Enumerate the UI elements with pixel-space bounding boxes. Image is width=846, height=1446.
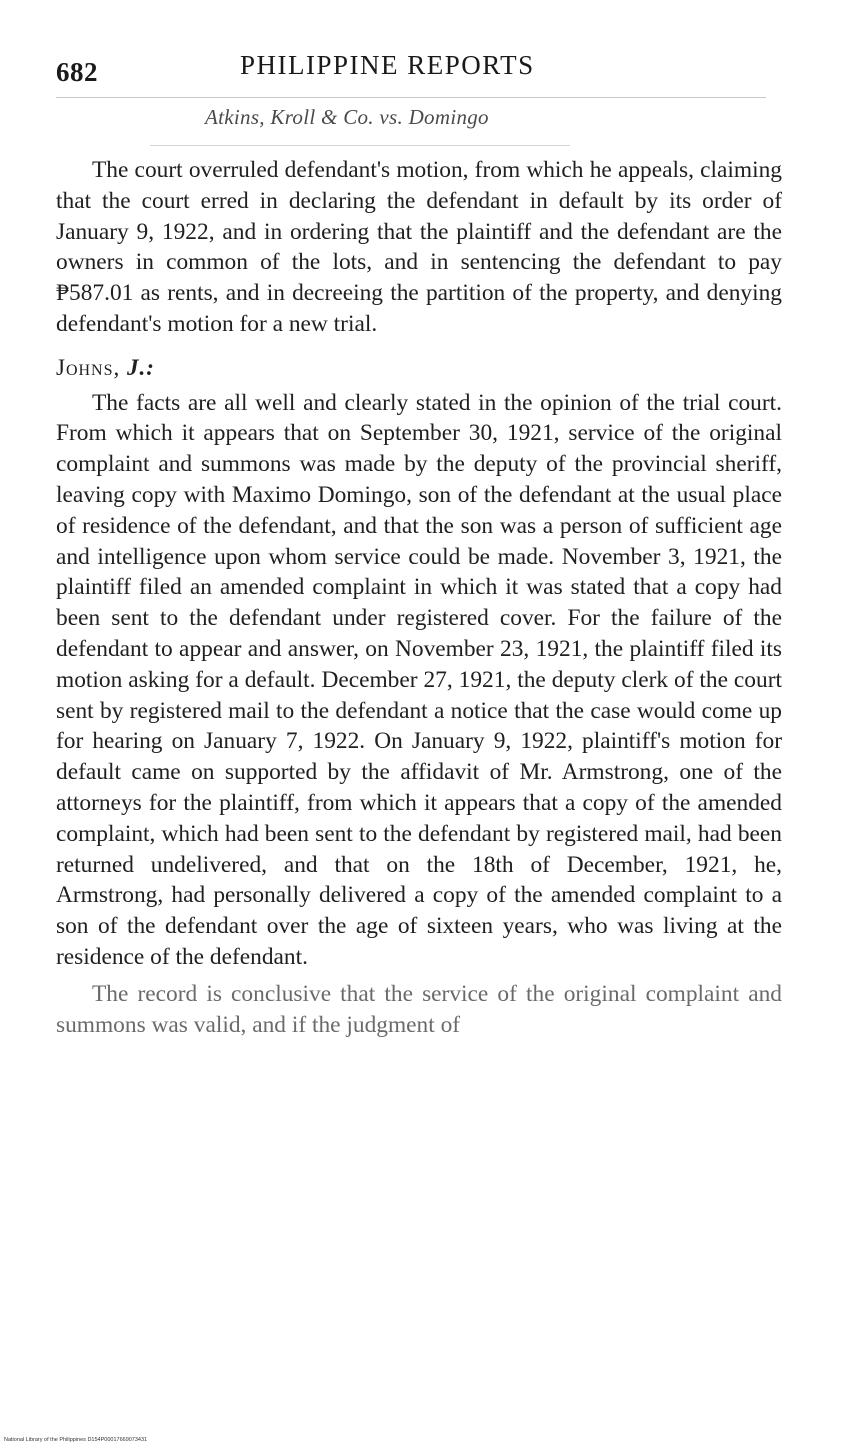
paragraph-facts: The facts are all well and clearly stated in the opinion of the trial court. From which it appears that on September 30, 1921, service of the original complaint and summons was made by the deputy of the provincial sheriff, leaving copy with Maximo Domingo, son of the defendant at the usual place of residence of the defendant, and that the son was a person of sufficient age and intelligence upon whom service could be made. November 3, 1921, the plaintiff filed an amended complaint in which it was stated that a copy had been sent to the defendant under registered cover. For the failure of the defendant to appear and answer, on November 23, 1921, the plaintiff filed its motion asking for a default. December 27, 1921, the deputy clerk of the court sent by registered mail to the defendant a notice that the case would come up for hearing on January 7, 1922. On January 9, 1922, plaintiff's motion for default came on supported by the affidavit of Mr. Armstrong, one of the attorneys for the plaintiff, from which it appears that a copy of the amended complaint, which had been sent to the defendant by registered mail, had been returned undelivered, and that on the 18th of December, 1921, he, Armstrong, had personally delivered a copy of the amended complaint to a son of the defendant over the age of sixteen years, who was living at the residence of the defendant. xyxy=(56,389,782,970)
paragraph-motion-overruled: The court overruled defendant's motion, from which he appeals, claiming that the court erred in declaring the defendant in default by its order of January 9, 1922, and in ordering that the plaintiff and the defendant are the owners in common of the lots, and in sentencing the defendant to pay ₱587.01 as rents, and in decreeing the partition of the property, and denying defendant's motion for a new trial. xyxy=(56,157,782,337)
justice-heading xyxy=(56,353,782,384)
running-title: PHILIPPINE REPORTS xyxy=(240,50,535,80)
case-title: Atkins, Kroll & Co. vs. Domingo xyxy=(205,105,489,129)
title-rule xyxy=(150,145,570,146)
opinion-body xyxy=(56,155,782,1040)
page-number: 682 xyxy=(56,57,98,87)
justice-title: J.: xyxy=(127,354,155,380)
justice-name: Johns, xyxy=(56,354,121,380)
paragraph-record: The record is conclusive that the service of the original complaint and summons was valid, and if the judgment of xyxy=(56,980,782,1038)
library-stamp: National Library of the Philippines D154P00017669073431 xyxy=(4,1437,148,1443)
header-rule xyxy=(56,97,766,98)
